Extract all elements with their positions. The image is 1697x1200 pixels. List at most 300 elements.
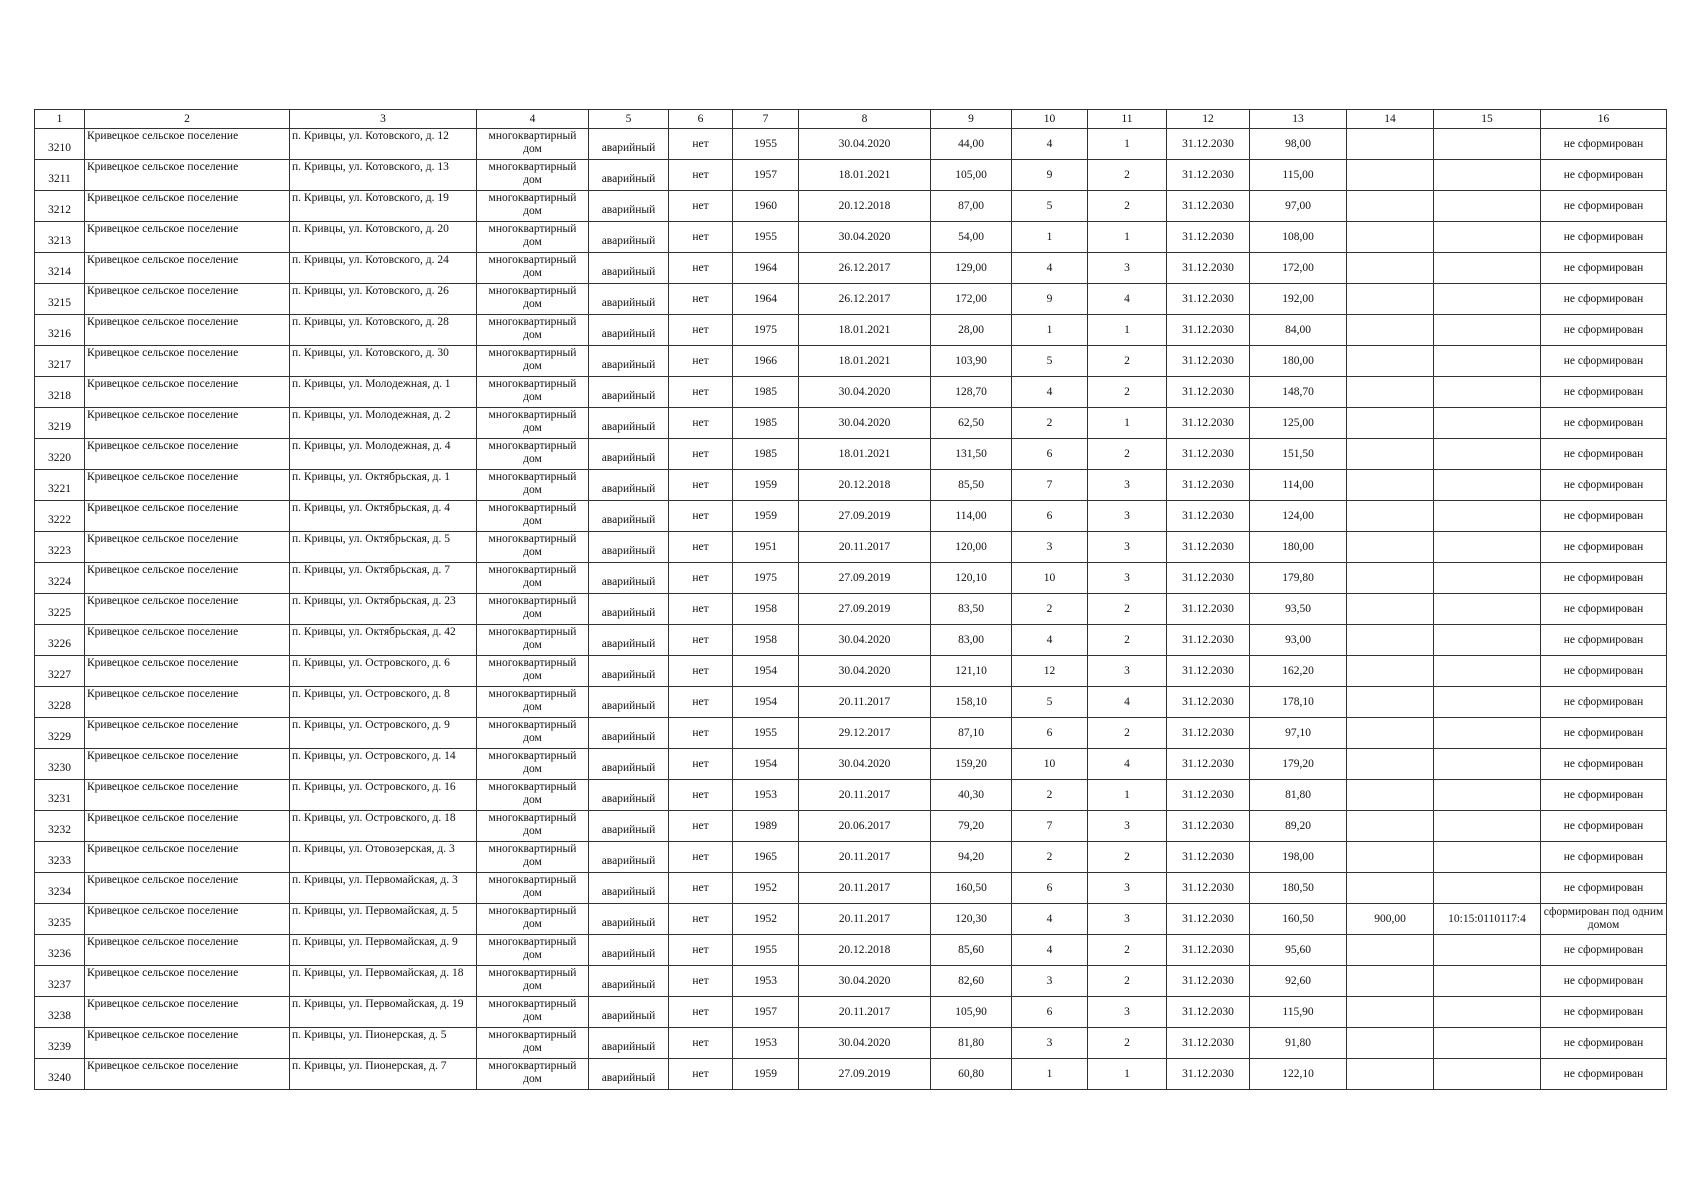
table-cell-col-11: 2 [1088,191,1167,222]
table-cell-col-5: аварийный [589,997,669,1028]
table-cell-col-4: многоквартирный дом [477,904,589,935]
table-row [35,1028,1667,1059]
table-cell-col-8: 30.04.2020 [799,1028,931,1059]
table-cell-col-5: аварийный [589,904,669,935]
table-cell-col-15 [1434,160,1541,191]
table-cell-col-14 [1347,935,1434,966]
table-cell-col-5: аварийный [589,377,669,408]
column-header-12: 12 [1167,110,1250,129]
table-cell-col-9: 82,60 [931,966,1012,997]
table-cell-col-9: 120,00 [931,532,1012,563]
table-cell-col-5: аварийный [589,935,669,966]
table-cell-col-8: 20.11.2017 [799,842,931,873]
table-cell-col-15 [1434,625,1541,656]
table-cell-col-2: Кривецкое сельское поселение [85,253,290,284]
table-cell-col-15 [1434,253,1541,284]
table-cell-col-8: 20.11.2017 [799,532,931,563]
table-row [35,315,1667,346]
table-cell-col-9: 83,00 [931,625,1012,656]
table-cell-col-3: п. Кривцы, ул. Первомайская, д. 9 [290,935,477,966]
table-cell-col-13: 122,10 [1250,1059,1347,1090]
table-cell-col-7: 1985 [733,408,799,439]
table-cell-col-12: 31.12.2030 [1167,873,1250,904]
table-cell-col-16: не сформирован [1541,811,1667,842]
table-cell-col-16: не сформирован [1541,470,1667,501]
table-cell-col-2: Кривецкое сельское поселение [85,191,290,222]
table-cell-col-14 [1347,1028,1434,1059]
table-cell-col-8: 30.04.2020 [799,129,931,160]
table-cell-col-12: 31.12.2030 [1167,625,1250,656]
table-cell-col-16: не сформирован [1541,1028,1667,1059]
table-row [35,842,1667,873]
table-cell-col-8: 20.11.2017 [799,997,931,1028]
column-header-14: 14 [1347,110,1434,129]
table-cell-col-15 [1434,594,1541,625]
table-cell-col-1: 3224 [35,563,85,594]
table-cell-col-13: 93,50 [1250,594,1347,625]
table-cell-col-6: нет [669,966,733,997]
table-cell-col-14 [1347,191,1434,222]
table-cell-col-5: аварийный [589,687,669,718]
table-cell-col-7: 1957 [733,160,799,191]
table-cell-col-9: 44,00 [931,129,1012,160]
table-cell-col-8: 30.04.2020 [799,966,931,997]
table-cell-col-13: 84,00 [1250,315,1347,346]
table-cell-col-9: 81,80 [931,1028,1012,1059]
table-cell-col-4: многоквартирный дом [477,625,589,656]
table-cell-col-11: 1 [1088,315,1167,346]
table-cell-col-7: 1953 [733,1028,799,1059]
table-cell-col-16: не сформирован [1541,594,1667,625]
table-cell-col-14 [1347,656,1434,687]
table-cell-col-8: 30.04.2020 [799,222,931,253]
table-cell-col-4: многоквартирный дом [477,346,589,377]
table-cell-col-11: 4 [1088,284,1167,315]
table-cell-col-11: 1 [1088,129,1167,160]
table-cell-col-4: многоквартирный дом [477,780,589,811]
table-cell-col-4: многоквартирный дом [477,191,589,222]
table-cell-col-2: Кривецкое сельское поселение [85,129,290,160]
table-cell-col-5: аварийный [589,284,669,315]
table-cell-col-2: Кривецкое сельское поселение [85,842,290,873]
table-cell-col-14 [1347,532,1434,563]
table-cell-col-15 [1434,191,1541,222]
table-cell-col-10: 10 [1012,563,1088,594]
table-cell-col-13: 151,50 [1250,439,1347,470]
table-cell-col-9: 87,00 [931,191,1012,222]
table-cell-col-12: 31.12.2030 [1167,532,1250,563]
table-cell-col-15: 10:15:0110117:4 [1434,904,1541,935]
table-cell-col-2: Кривецкое сельское поселение [85,935,290,966]
table-cell-col-14 [1347,749,1434,780]
table-cell-col-4: многоквартирный дом [477,997,589,1028]
table-cell-col-8: 18.01.2021 [799,315,931,346]
table-cell-col-14 [1347,377,1434,408]
table-cell-col-2: Кривецкое сельское поселение [85,346,290,377]
table-cell-col-13: 148,70 [1250,377,1347,408]
table-cell-col-2: Кривецкое сельское поселение [85,532,290,563]
column-header-2: 2 [85,110,290,129]
table-cell-col-16: не сформирован [1541,501,1667,532]
table-cell-col-11: 2 [1088,377,1167,408]
table-cell-col-14 [1347,160,1434,191]
table-cell-col-10: 4 [1012,377,1088,408]
table-cell-col-5: аварийный [589,1059,669,1090]
table-cell-col-16: не сформирован [1541,563,1667,594]
header-row [35,110,1667,129]
table-cell-col-7: 1953 [733,780,799,811]
table-cell-col-10: 3 [1012,1028,1088,1059]
table-cell-col-2: Кривецкое сельское поселение [85,811,290,842]
table-cell-col-9: 83,50 [931,594,1012,625]
table-cell-col-13: 192,00 [1250,284,1347,315]
table-cell-col-3: п. Кривцы, ул. Котовского, д. 26 [290,284,477,315]
table-cell-col-11: 2 [1088,439,1167,470]
table-cell-col-5: аварийный [589,749,669,780]
table-cell-col-1: 3229 [35,718,85,749]
table-cell-col-9: 159,20 [931,749,1012,780]
table-cell-col-12: 31.12.2030 [1167,718,1250,749]
table-cell-col-1: 3239 [35,1028,85,1059]
table-cell-col-7: 1964 [733,284,799,315]
table-cell-col-7: 1966 [733,346,799,377]
table-cell-col-8: 26.12.2017 [799,253,931,284]
table-cell-col-12: 31.12.2030 [1167,656,1250,687]
table-row [35,594,1667,625]
table-cell-col-16: не сформирован [1541,408,1667,439]
table-cell-col-13: 180,00 [1250,532,1347,563]
table-cell-col-13: 179,20 [1250,749,1347,780]
table-cell-col-15 [1434,501,1541,532]
table-cell-col-3: п. Кривцы, ул. Октябрьская, д. 7 [290,563,477,594]
table-cell-col-10: 10 [1012,749,1088,780]
table-cell-col-8: 20.06.2017 [799,811,931,842]
table-cell-col-2: Кривецкое сельское поселение [85,904,290,935]
table-cell-col-9: 28,00 [931,315,1012,346]
table-cell-col-16: не сформирован [1541,749,1667,780]
table-cell-col-2: Кривецкое сельское поселение [85,377,290,408]
table-cell-col-15 [1434,377,1541,408]
table-cell-col-3: п. Кривцы, ул. Островского, д. 18 [290,811,477,842]
table-cell-col-10: 4 [1012,904,1088,935]
table-cell-col-3: п. Кривцы, ул. Островского, д. 9 [290,718,477,749]
table-cell-col-14 [1347,408,1434,439]
table-cell-col-1: 3212 [35,191,85,222]
table-cell-col-11: 3 [1088,501,1167,532]
table-cell-col-12: 31.12.2030 [1167,563,1250,594]
table-row [35,811,1667,842]
table-cell-col-1: 3211 [35,160,85,191]
table-cell-col-2: Кривецкое сельское поселение [85,315,290,346]
table-cell-col-13: 91,80 [1250,1028,1347,1059]
table-cell-col-11: 3 [1088,904,1167,935]
table-cell-col-4: многоквартирный дом [477,532,589,563]
table-cell-col-1: 3232 [35,811,85,842]
table-row [35,904,1667,935]
table-cell-col-9: 120,30 [931,904,1012,935]
table-cell-col-14 [1347,222,1434,253]
table-cell-col-7: 1954 [733,656,799,687]
table-cell-col-1: 3221 [35,470,85,501]
table-cell-col-7: 1951 [733,532,799,563]
table-cell-col-9: 105,90 [931,997,1012,1028]
table-cell-col-11: 3 [1088,811,1167,842]
table-cell-col-12: 31.12.2030 [1167,997,1250,1028]
table-cell-col-4: многоквартирный дом [477,222,589,253]
table-cell-col-2: Кривецкое сельское поселение [85,594,290,625]
table-cell-col-5: аварийный [589,191,669,222]
table-cell-col-8: 29.12.2017 [799,718,931,749]
table-cell-col-12: 31.12.2030 [1167,904,1250,935]
table-cell-col-12: 31.12.2030 [1167,966,1250,997]
table-cell-col-1: 3214 [35,253,85,284]
table-cell-col-4: многоквартирный дом [477,873,589,904]
table-cell-col-15 [1434,470,1541,501]
table-cell-col-1: 3220 [35,439,85,470]
table-cell-col-1: 3225 [35,594,85,625]
table-cell-col-2: Кривецкое сельское поселение [85,873,290,904]
table-cell-col-7: 1985 [733,439,799,470]
table-cell-col-15 [1434,315,1541,346]
table-cell-col-7: 1957 [733,997,799,1028]
table-cell-col-9: 40,30 [931,780,1012,811]
table-cell-col-10: 1 [1012,315,1088,346]
table-cell-col-1: 3234 [35,873,85,904]
table-cell-col-6: нет [669,470,733,501]
table-cell-col-5: аварийный [589,842,669,873]
table-cell-col-14 [1347,811,1434,842]
table-cell-col-13: 97,00 [1250,191,1347,222]
table-cell-col-7: 1952 [733,904,799,935]
table-cell-col-1: 3210 [35,129,85,160]
table-cell-col-10: 7 [1012,811,1088,842]
table-cell-col-8: 30.04.2020 [799,625,931,656]
table-cell-col-9: 85,60 [931,935,1012,966]
table-cell-col-8: 18.01.2021 [799,160,931,191]
table-cell-col-12: 31.12.2030 [1167,408,1250,439]
table-cell-col-10: 2 [1012,780,1088,811]
table-cell-col-8: 27.09.2019 [799,594,931,625]
table-cell-col-16: не сформирован [1541,842,1667,873]
table-cell-col-7: 1953 [733,966,799,997]
table-cell-col-14 [1347,563,1434,594]
table-cell-col-13: 198,00 [1250,842,1347,873]
table-cell-col-8: 20.11.2017 [799,904,931,935]
table-cell-col-16: не сформирован [1541,935,1667,966]
table-cell-col-3: п. Кривцы, ул. Котовского, д. 12 [290,129,477,160]
table-cell-col-2: Кривецкое сельское поселение [85,687,290,718]
table-cell-col-16: не сформирован [1541,315,1667,346]
table-cell-col-15 [1434,749,1541,780]
table-cell-col-14 [1347,873,1434,904]
table-cell-col-8: 27.09.2019 [799,501,931,532]
table-cell-col-6: нет [669,253,733,284]
table-cell-col-15 [1434,222,1541,253]
table-cell-col-6: нет [669,811,733,842]
table-cell-col-10: 6 [1012,873,1088,904]
column-header-4: 4 [477,110,589,129]
table-row [35,687,1667,718]
table-cell-col-3: п. Кривцы, ул. Котовского, д. 19 [290,191,477,222]
table-cell-col-11: 4 [1088,687,1167,718]
table-cell-col-3: п. Кривцы, ул. Молодежная, д. 1 [290,377,477,408]
column-header-11: 11 [1088,110,1167,129]
table-cell-col-7: 1959 [733,470,799,501]
column-header-7: 7 [733,110,799,129]
table-cell-col-6: нет [669,1059,733,1090]
table-cell-col-7: 1964 [733,253,799,284]
table-cell-col-4: многоквартирный дом [477,1028,589,1059]
column-header-15: 15 [1434,110,1541,129]
table-cell-col-9: 121,10 [931,656,1012,687]
table-cell-col-12: 31.12.2030 [1167,470,1250,501]
table-row [35,439,1667,470]
table-cell-col-6: нет [669,625,733,656]
registry-table [34,109,1667,1090]
column-header-9: 9 [931,110,1012,129]
table-cell-col-11: 1 [1088,222,1167,253]
table-cell-col-6: нет [669,377,733,408]
table-cell-col-8: 18.01.2021 [799,439,931,470]
table-cell-col-8: 20.11.2017 [799,873,931,904]
table-cell-col-4: многоквартирный дом [477,501,589,532]
table-cell-col-12: 31.12.2030 [1167,687,1250,718]
table-cell-col-5: аварийный [589,780,669,811]
table-cell-col-15 [1434,811,1541,842]
table-cell-col-16: не сформирован [1541,253,1667,284]
table-cell-col-1: 3213 [35,222,85,253]
table-cell-col-6: нет [669,129,733,160]
table-cell-col-12: 31.12.2030 [1167,253,1250,284]
table-cell-col-12: 31.12.2030 [1167,501,1250,532]
table-cell-col-6: нет [669,439,733,470]
table-cell-col-14 [1347,470,1434,501]
table-cell-col-13: 179,80 [1250,563,1347,594]
table-cell-col-6: нет [669,532,733,563]
table-row [35,718,1667,749]
table-cell-col-4: многоквартирный дом [477,315,589,346]
table-cell-col-12: 31.12.2030 [1167,284,1250,315]
table-cell-col-15 [1434,346,1541,377]
table-cell-col-9: 85,50 [931,470,1012,501]
table-cell-col-12: 31.12.2030 [1167,1059,1250,1090]
table-cell-col-3: п. Кривцы, ул. Котовского, д. 20 [290,222,477,253]
table-row [35,160,1667,191]
table-cell-col-13: 180,50 [1250,873,1347,904]
table-cell-col-16: не сформирован [1541,377,1667,408]
table-cell-col-9: 128,70 [931,377,1012,408]
table-cell-col-16: не сформирован [1541,532,1667,563]
table-cell-col-10: 2 [1012,408,1088,439]
table-cell-col-1: 3228 [35,687,85,718]
table-cell-col-16: не сформирован [1541,439,1667,470]
table-row [35,501,1667,532]
table-cell-col-4: многоквартирный дом [477,687,589,718]
table-cell-col-2: Кривецкое сельское поселение [85,718,290,749]
table-cell-col-1: 3223 [35,532,85,563]
table-row [35,563,1667,594]
table-cell-col-13: 162,20 [1250,656,1347,687]
table-cell-col-14 [1347,315,1434,346]
table-header [35,110,1667,129]
table-cell-col-16: не сформирован [1541,129,1667,160]
table-cell-col-3: п. Кривцы, ул. Октябрьская, д. 23 [290,594,477,625]
table-cell-col-5: аварийный [589,625,669,656]
table-cell-col-10: 2 [1012,842,1088,873]
table-cell-col-11: 2 [1088,160,1167,191]
table-cell-col-16: не сформирован [1541,1059,1667,1090]
table-cell-col-10: 4 [1012,935,1088,966]
table-cell-col-2: Кривецкое сельское поселение [85,160,290,191]
table-cell-col-5: аварийный [589,718,669,749]
table-body [35,129,1667,1090]
table-cell-col-10: 6 [1012,718,1088,749]
table-cell-col-3: п. Кривцы, ул. Первомайская, д. 19 [290,997,477,1028]
table-cell-col-4: многоквартирный дом [477,408,589,439]
table-cell-col-6: нет [669,191,733,222]
table-cell-col-4: многоквартирный дом [477,749,589,780]
table-cell-col-8: 20.11.2017 [799,780,931,811]
table-cell-col-7: 1975 [733,315,799,346]
table-cell-col-5: аварийный [589,129,669,160]
table-cell-col-3: п. Кривцы, ул. Пионерская, д. 5 [290,1028,477,1059]
table-cell-col-13: 97,10 [1250,718,1347,749]
table-cell-col-2: Кривецкое сельское поселение [85,966,290,997]
table-cell-col-2: Кривецкое сельское поселение [85,439,290,470]
table-cell-col-3: п. Кривцы, ул. Островского, д. 14 [290,749,477,780]
table-cell-col-4: многоквартирный дом [477,160,589,191]
table-cell-col-8: 30.04.2020 [799,749,931,780]
table-cell-col-12: 31.12.2030 [1167,780,1250,811]
table-cell-col-13: 180,00 [1250,346,1347,377]
table-cell-col-15 [1434,1028,1541,1059]
table-cell-col-9: 160,50 [931,873,1012,904]
table-row [35,935,1667,966]
table-cell-col-14 [1347,346,1434,377]
table-cell-col-12: 31.12.2030 [1167,377,1250,408]
table-cell-col-14 [1347,625,1434,656]
table-cell-col-13: 98,00 [1250,129,1347,160]
table-cell-col-10: 6 [1012,997,1088,1028]
table-cell-col-7: 1958 [733,625,799,656]
table-cell-col-15 [1434,966,1541,997]
table-cell-col-2: Кривецкое сельское поселение [85,656,290,687]
table-cell-col-1: 3230 [35,749,85,780]
table-cell-col-16: не сформирован [1541,656,1667,687]
table-cell-col-13: 124,00 [1250,501,1347,532]
table-cell-col-2: Кривецкое сельское поселение [85,222,290,253]
table-cell-col-11: 3 [1088,656,1167,687]
table-cell-col-7: 1965 [733,842,799,873]
table-cell-col-1: 3215 [35,284,85,315]
table-cell-col-1: 3217 [35,346,85,377]
table-cell-col-9: 120,10 [931,563,1012,594]
table-cell-col-3: п. Кривцы, ул. Первомайская, д. 3 [290,873,477,904]
table-cell-col-1: 3226 [35,625,85,656]
table-cell-col-15 [1434,842,1541,873]
table-cell-col-3: п. Кривцы, ул. Октябрьская, д. 42 [290,625,477,656]
table-cell-col-1: 3238 [35,997,85,1028]
table-cell-col-6: нет [669,780,733,811]
table-cell-col-8: 20.12.2018 [799,935,931,966]
table-cell-col-9: 60,80 [931,1059,1012,1090]
table-cell-col-16: сформирован под одним домом [1541,904,1667,935]
table-cell-col-6: нет [669,408,733,439]
table-cell-col-7: 1975 [733,563,799,594]
table-cell-col-12: 31.12.2030 [1167,811,1250,842]
table-cell-col-15 [1434,935,1541,966]
table-cell-col-4: многоквартирный дом [477,842,589,873]
